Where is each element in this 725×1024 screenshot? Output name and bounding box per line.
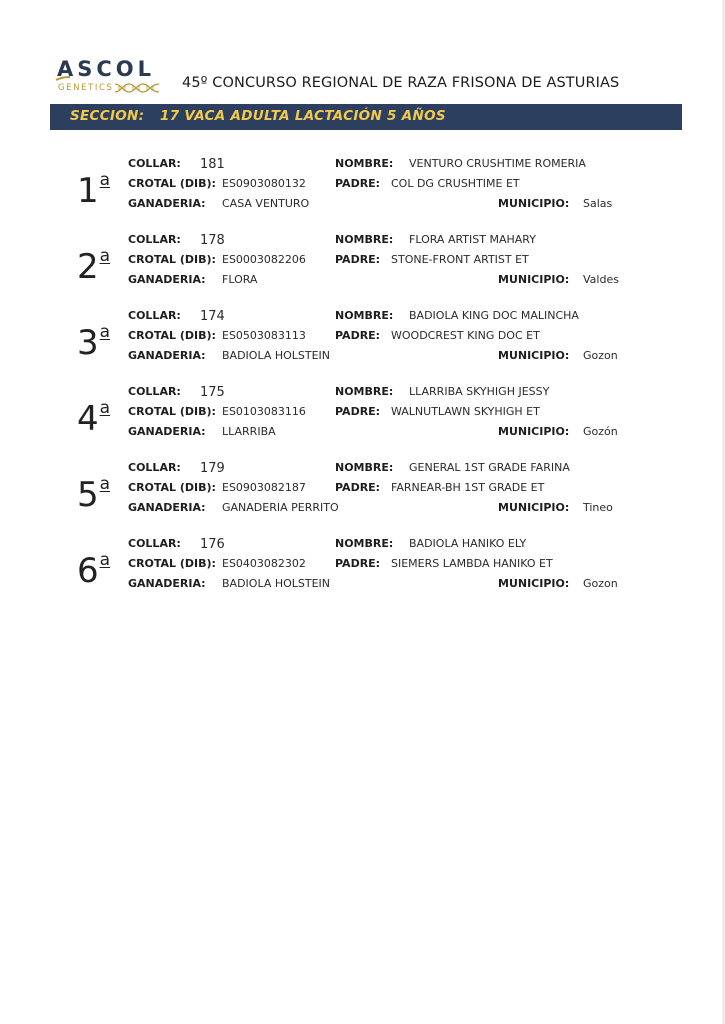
municipio-value: Gozón xyxy=(583,425,618,438)
ganaderia-label: GANADERIA: xyxy=(128,425,206,438)
crotal-label: CROTAL (DIB): xyxy=(128,405,216,418)
municipio-value: Gozon xyxy=(583,577,618,590)
rank-label: 4$^a$ xyxy=(77,398,111,439)
nombre-value: VENTURO CRUSHTIME ROMERIA xyxy=(409,157,586,170)
collar-label: COLLAR: xyxy=(128,233,181,246)
ganaderia-value: FLORA xyxy=(222,273,258,286)
crotal-value: ES0103083116 xyxy=(222,405,306,418)
result-entry-2 xyxy=(0,231,725,297)
padre-value: FARNEAR-BH 1ST GRADE ET xyxy=(391,481,545,494)
nombre-value: FLORA ARTIST MAHARY xyxy=(409,233,536,246)
municipio-value: Salas xyxy=(583,197,613,210)
municipio-label: MUNICIPIO: xyxy=(498,197,570,210)
padre-label: PADRE: xyxy=(335,557,381,570)
nombre-value: LLARRIBA SKYHIGH JESSY xyxy=(409,385,550,398)
nombre-label: NOMBRE: xyxy=(335,309,394,322)
ganaderia-label: GANADERIA: xyxy=(128,273,206,286)
collar-value: 176 xyxy=(200,537,225,552)
crotal-label: CROTAL (DIB): xyxy=(128,253,216,266)
ganaderia-value: LLARRIBA xyxy=(222,425,276,438)
ganaderia-label: GANADERIA: xyxy=(128,501,206,514)
padre-value: SIEMERS LAMBDA HANIKO ET xyxy=(391,557,553,570)
collar-value: 178 xyxy=(200,233,225,248)
collar-label: COLLAR: xyxy=(128,385,181,398)
nombre-label: NOMBRE: xyxy=(335,461,394,474)
municipio-label: MUNICIPIO: xyxy=(498,273,570,286)
section-label: SECCION: xyxy=(70,108,145,124)
result-entry-6 xyxy=(0,535,725,601)
municipio-value: Valdes xyxy=(583,273,619,286)
section-value: 17 VACA ADULTA LACTACIÓN 5 AÑOS xyxy=(160,108,446,124)
result-entry-3 xyxy=(0,307,725,373)
ascol-logo xyxy=(55,58,165,98)
collar-value: 181 xyxy=(200,157,225,172)
section-banner xyxy=(50,104,682,130)
padre-label: PADRE: xyxy=(335,329,381,342)
padre-value: STONE-FRONT ARTIST ET xyxy=(391,253,529,266)
municipio-label: MUNICIPIO: xyxy=(498,349,570,362)
rank-label: 1$^a$ xyxy=(77,170,111,211)
nombre-label: NOMBRE: xyxy=(335,157,394,170)
collar-value: 175 xyxy=(200,385,225,400)
crotal-label: CROTAL (DIB): xyxy=(128,481,216,494)
nombre-label: NOMBRE: xyxy=(335,385,394,398)
nombre-label: NOMBRE: xyxy=(335,233,394,246)
result-entry-5 xyxy=(0,459,725,525)
ganaderia-value: GANADERIA PERRITO xyxy=(222,501,339,514)
page-title: 45º CONCURSO REGIONAL DE RAZA FRISONA DE ASTURIAS xyxy=(182,75,620,91)
collar-label: COLLAR: xyxy=(128,157,181,170)
padre-label: PADRE: xyxy=(335,177,381,190)
crotal-value: ES0503083113 xyxy=(222,329,306,342)
result-entry-4 xyxy=(0,383,725,449)
collar-value: 174 xyxy=(200,309,225,324)
padre-value: COL DG CRUSHTIME ET xyxy=(391,177,520,190)
nombre-value: BADIOLA HANIKO ELY xyxy=(409,537,527,550)
rank-label: 3$^a$ xyxy=(77,322,111,363)
crotal-label: CROTAL (DIB): xyxy=(128,177,216,190)
padre-value: WALNUTLAWN SKYHIGH ET xyxy=(391,405,540,418)
nombre-value: GENERAL 1ST GRADE FARINA xyxy=(409,461,570,474)
nombre-value: BADIOLA KING DOC MALINCHA xyxy=(409,309,579,322)
nombre-label: NOMBRE: xyxy=(335,537,394,550)
padre-value: WOODCREST KING DOC ET xyxy=(391,329,540,342)
ganaderia-label: GANADERIA: xyxy=(128,197,206,210)
crotal-value: ES0903082187 xyxy=(222,481,306,494)
ganaderia-label: GANADERIA: xyxy=(128,349,206,362)
dna-icon xyxy=(115,82,159,94)
crotal-value: ES0003082206 xyxy=(222,253,306,266)
municipio-value: Gozon xyxy=(583,349,618,362)
ganaderia-value: BADIOLA HOLSTEIN xyxy=(222,349,331,362)
ganaderia-value: BADIOLA HOLSTEIN xyxy=(222,577,331,590)
padre-label: PADRE: xyxy=(335,481,381,494)
logo-wordmark: ASCOL xyxy=(57,57,156,81)
crotal-value: ES0903080132 xyxy=(222,177,306,190)
ganaderia-value: CASA VENTURO xyxy=(222,197,310,210)
padre-label: PADRE: xyxy=(335,405,381,418)
logo-subtitle: GENETICS xyxy=(58,83,114,93)
municipio-value: Tineo xyxy=(583,501,613,514)
crotal-label: CROTAL (DIB): xyxy=(128,557,216,570)
rank-label: 5$^a$ xyxy=(77,474,111,515)
rank-label: 6$^a$ xyxy=(77,550,111,591)
collar-value: 179 xyxy=(200,461,225,476)
municipio-label: MUNICIPIO: xyxy=(498,425,570,438)
crotal-label: CROTAL (DIB): xyxy=(128,329,216,342)
padre-label: PADRE: xyxy=(335,253,381,266)
collar-label: COLLAR: xyxy=(128,537,181,550)
municipio-label: MUNICIPIO: xyxy=(498,501,570,514)
rank-label: 2$^a$ xyxy=(77,246,111,287)
collar-label: COLLAR: xyxy=(128,309,181,322)
ganaderia-label: GANADERIA: xyxy=(128,577,206,590)
municipio-label: MUNICIPIO: xyxy=(498,577,570,590)
collar-label: COLLAR: xyxy=(128,461,181,474)
result-entry-1 xyxy=(0,155,725,221)
crotal-value: ES0403082302 xyxy=(222,557,306,570)
